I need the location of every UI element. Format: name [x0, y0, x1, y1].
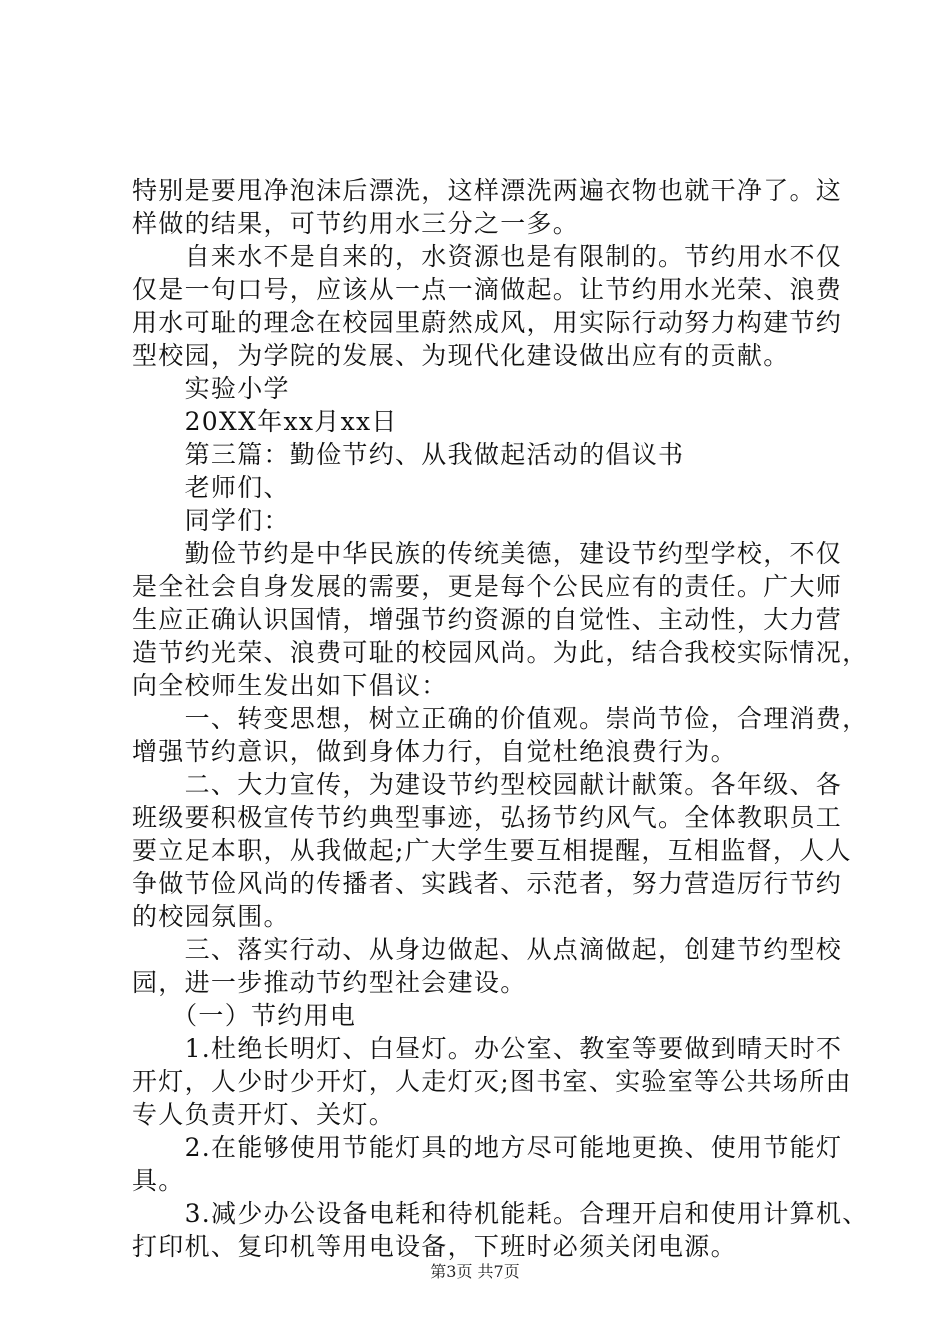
text-line: 仅是一句口号，应该从一点一滴做起。让节约用水光荣、浪费 — [132, 275, 843, 304]
salutation-students: 同学们： — [132, 506, 290, 535]
text-line: 向全校师生发出如下倡议： — [132, 671, 448, 700]
salutation-teachers: 老师们、 — [132, 473, 290, 502]
text-line: 的校园氛围。 — [132, 902, 290, 931]
signature-school: 实验小学 — [132, 374, 290, 403]
text-line: 班级要积极宣传节约典型事迹，弘扬节约风气。全体教职员工 — [132, 803, 843, 832]
text-line: 专人负责开灯、关灯。 — [132, 1100, 396, 1129]
text-line: 生应正确认识国情，增强节约资源的自觉性、主动性，大力营 — [132, 605, 843, 634]
text-line: 具。 — [132, 1166, 185, 1195]
text-line: 3.减少办公设备电耗和待机能耗。合理开启和使用计算机、 — [132, 1199, 869, 1228]
signature-date: 20XX年xx月xx日 — [132, 407, 398, 436]
text-line: 造节约光荣、浪费可耻的校园风尚。为此，结合我校实际情况， — [132, 638, 869, 667]
text-line: 园，进一步推动节约型社会建设。 — [132, 968, 527, 997]
text-line: 2.在能够使用节能灯具的地方尽可能地更换、使用节能灯 — [132, 1133, 843, 1162]
subsection-title: （一）节约用电 — [132, 1001, 357, 1030]
text-line: 1.杜绝长明灯、白昼灯。办公室、教室等要做到晴天时不 — [132, 1034, 843, 1063]
text-line: 争做节俭风尚的传播者、实践者、示范者，努力营造厉行节约 — [132, 869, 843, 898]
text-line: 勤俭节约是中华民族的传统美德，建设节约型学校，不仅 — [132, 539, 843, 568]
text-line: 要立足本职，从我做起;广大学生要互相提醒，互相监督，人人 — [132, 836, 852, 865]
text-line: 样做的结果，可节约用水三分之一多。 — [132, 209, 580, 238]
text-line: 开灯，人少时少开灯，人走灯灭;图书室、实验室等公共场所由 — [132, 1067, 852, 1096]
text-line: 用水可耻的理念在校园里蔚然成风，用实际行动努力构建节约 — [132, 308, 843, 337]
text-line: 一、转变思想，树立正确的价值观。崇尚节俭，合理消费， — [132, 704, 869, 733]
text-line: 型校园，为学院的发展、为现代化建设做出应有的贡献。 — [132, 341, 790, 370]
text-line: 特别是要甩净泡沫后漂洗，这样漂洗两遍衣物也就干净了。这 — [132, 176, 843, 205]
text-line: 增强节约意识，做到身体力行，自觉杜绝浪费行为。 — [132, 737, 737, 766]
text-line: 自来水不是自来的，水资源也是有限制的。节约用水不仅 — [132, 242, 843, 271]
page-number-footer: 第3页 共7页 — [430, 1262, 520, 1281]
text-line: 是全社会自身发展的需要，更是每个公民应有的责任。广大师 — [132, 572, 843, 601]
section-title: 第三篇：勤俭节约、从我做起活动的倡议书 — [132, 440, 685, 469]
text-line: 打印机、复印机等用电设备，下班时必须关闭电源。 — [132, 1232, 737, 1261]
text-line: 二、大力宣传，为建设节约型校园献计献策。各年级、各 — [132, 770, 843, 799]
text-line: 三、落实行动、从身边做起、从点滴做起，创建节约型校 — [132, 935, 843, 964]
